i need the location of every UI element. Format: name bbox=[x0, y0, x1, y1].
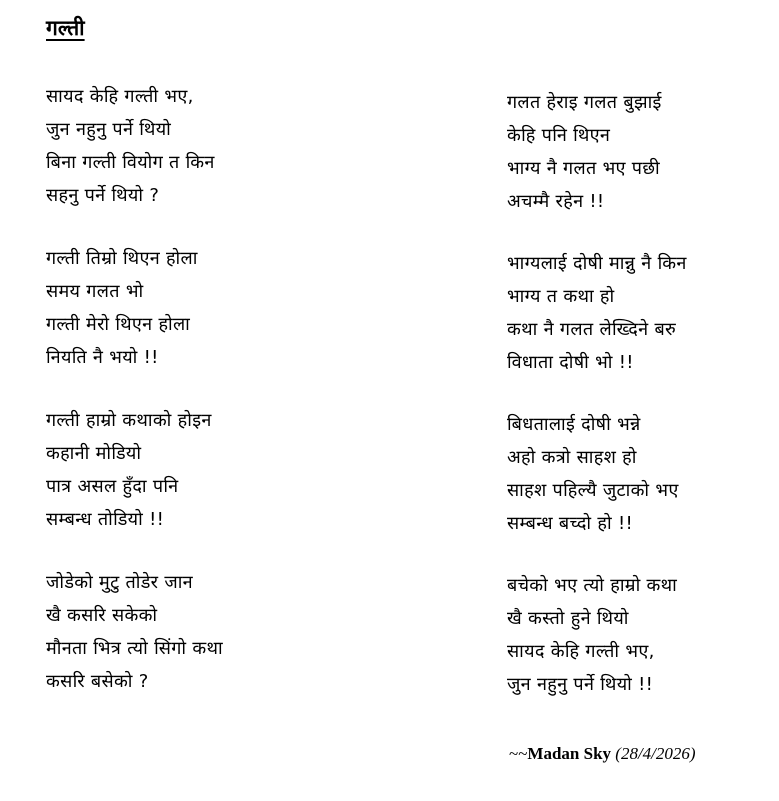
stanza bbox=[46, 242, 466, 374]
verse-line: भाग्य त कथा हो bbox=[507, 286, 615, 307]
verse-line: बचेको भए त्यो हाम्रो कथा bbox=[507, 575, 678, 596]
verse-line: कसरि बसेको ? bbox=[46, 671, 149, 692]
left-column bbox=[46, 80, 466, 728]
poem-title: गल्ती bbox=[46, 16, 85, 40]
verse-line: कथा नै गलत लेख्दिने बरु bbox=[507, 319, 677, 340]
signature-prefix: ~~ bbox=[509, 744, 528, 763]
stanza bbox=[507, 247, 772, 379]
verse-line: अहो कत्रो साहश हो bbox=[507, 447, 637, 468]
verse-line: भाग्य नै गलत भए पछी bbox=[507, 158, 660, 179]
verse-line: गल्ती मेरो थिएन होला bbox=[46, 314, 191, 335]
verse-line: गल्ती हाम्रो कथाको होइन bbox=[46, 410, 212, 431]
author-signature bbox=[509, 744, 696, 764]
stanza bbox=[46, 566, 466, 698]
verse-line: बिना गल्ती वियोग त किन bbox=[46, 152, 215, 173]
verse-line: सहनु पर्ने थियो ? bbox=[46, 185, 160, 206]
verse-line: कहानी मोडियो bbox=[46, 443, 142, 464]
verse-line: जुन नहुनु पर्ने थियो bbox=[46, 119, 172, 140]
verse-line: नियति नै भयो !! bbox=[46, 347, 159, 368]
verse-line: अचम्मै रहेन !! bbox=[507, 191, 605, 212]
verse-line: गलत हेराइ गलत बुझाई bbox=[507, 92, 662, 113]
verse-line: खै कस्तो हुने थियो bbox=[507, 608, 629, 629]
verse-line: विधाता दोषी भो !! bbox=[507, 352, 634, 373]
verse-line: गल्ती तिम्रो थिएन होला bbox=[46, 248, 198, 269]
verse-line: केहि पनि थिएन bbox=[507, 125, 611, 146]
verse-line: सायद केहि गल्ती भए, bbox=[507, 641, 655, 662]
verse-line: समय गलत भो bbox=[46, 281, 144, 302]
stanza bbox=[507, 86, 772, 218]
stanza bbox=[46, 404, 466, 536]
verse-line: साहश पहिल्यै जुटाको भए bbox=[507, 480, 679, 501]
verse-line: मौनता भित्र त्यो सिंगो कथा bbox=[46, 638, 223, 659]
verse-line: पात्र असल हुँदा पनि bbox=[46, 476, 179, 497]
verse-line: सम्बन्ध तोडियो !! bbox=[46, 509, 165, 530]
verse-line: सायद केहि गल्ती भए, bbox=[46, 86, 194, 107]
stanza bbox=[507, 408, 772, 540]
author-name: Madan Sky bbox=[527, 744, 612, 763]
stanza bbox=[507, 569, 772, 701]
stanza bbox=[46, 80, 466, 212]
right-column bbox=[507, 86, 772, 730]
verse-line: भाग्यलाई दोषी मान्नु नै किन bbox=[507, 253, 687, 274]
verse-line: सम्बन्ध बच्दो हो !! bbox=[507, 513, 633, 534]
verse-line: खै कसरि सकेको bbox=[46, 605, 158, 626]
verse-line: बिधतालाई दोषी भन्ने bbox=[507, 414, 641, 435]
verse-line: जुन नहुनु पर्ने थियो !! bbox=[507, 674, 654, 695]
signature-date: (28/4/2026) bbox=[615, 744, 696, 763]
verse-line: जोडेको मुटु तोडेर जान bbox=[46, 572, 193, 593]
